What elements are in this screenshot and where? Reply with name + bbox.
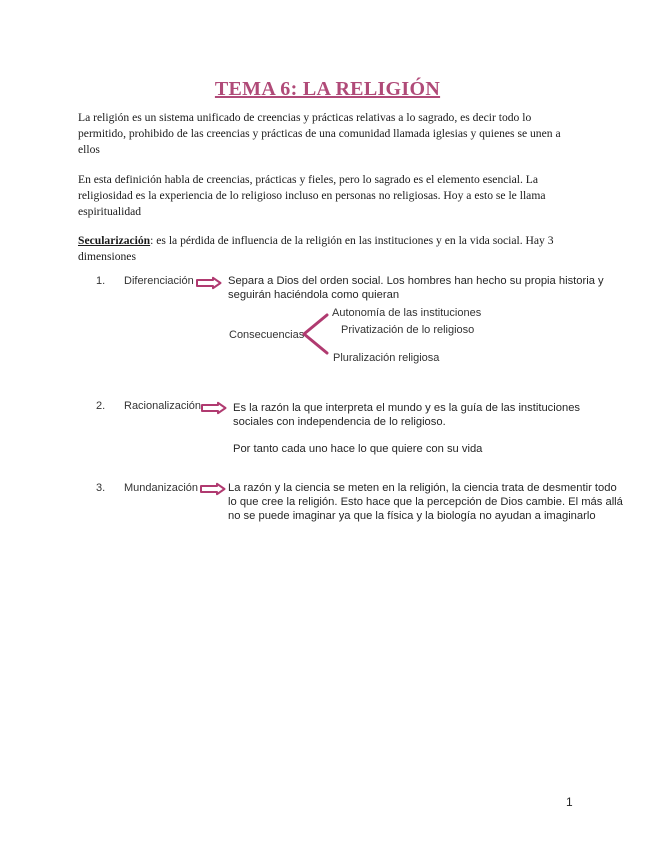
dimension-3-arrow-icon	[200, 483, 226, 495]
dimension-2-label: Racionalización	[124, 400, 202, 412]
consequence-item-2: Privatización de lo religioso	[341, 324, 475, 336]
intro-paragraph-2: En esta definición habla de creencias, prácticas y fieles, pero lo sagrado es el elemento esencial. La religiosidad es la experiencia de lo religioso incluso en personas no religiosas. Hoy a esto se le llama espiritualidad	[78, 173, 546, 218]
secularization-definition: : es la pérdida de influencia de la religión en las instituciones y en la vida social. Hay 3 dimensiones	[78, 234, 554, 263]
dimension-2-description: Es la razón la que interpreta el mundo y es la guía de las instituciones sociales con independencia de lo religioso.	[233, 402, 581, 428]
dimension-2-arrow-icon	[201, 402, 227, 414]
dimension-1-arrow-icon	[196, 277, 222, 289]
page-title: TEMA 6: LA RELIGIÓN	[214, 78, 441, 100]
dimension-1-label: Diferenciación	[124, 275, 194, 287]
dimension-3-description: La razón y la ciencia se meten en la religión, la ciencia trata de desmentir todo lo que cree la religión. Esto hace que la percepción de Dios cambie. El más allá no se puede imaginar ya que la física y la biología no ayudan a imaginarlo	[228, 482, 623, 522]
dimension-1-description: Separa a Dios del orden social. Los hombres han hecho su propia historia y seguirán haciéndola como quieran	[228, 275, 604, 301]
consequences-label: Consecuencias	[229, 329, 305, 341]
secularization-term: Secularización	[78, 234, 151, 247]
consequence-item-3: Pluralización religiosa	[333, 352, 440, 364]
dimension-3-label: Mundanización	[124, 482, 198, 494]
secularization-paragraph	[78, 233, 598, 265]
dimension-2-note: Por tanto cada uno hace lo que quiere con su vida	[233, 443, 483, 455]
consequence-item-1: Autonomía de las instituciones	[332, 307, 482, 319]
dimension-1-number: 1.	[96, 275, 106, 287]
consequences-bracket-icon	[300, 313, 330, 357]
page-number: 1	[566, 795, 573, 809]
intro-paragraph-1: La religión es un sistema unificado de creencias y prácticas relativas a lo sagrado, es decir todo lo permitido, prohibido de las creencias y prácticas de una comunidad llamada iglesias y quienes se unen a ellos	[78, 111, 561, 156]
dimension-3-number: 3.	[96, 482, 106, 494]
dimension-2-number: 2.	[96, 400, 106, 412]
